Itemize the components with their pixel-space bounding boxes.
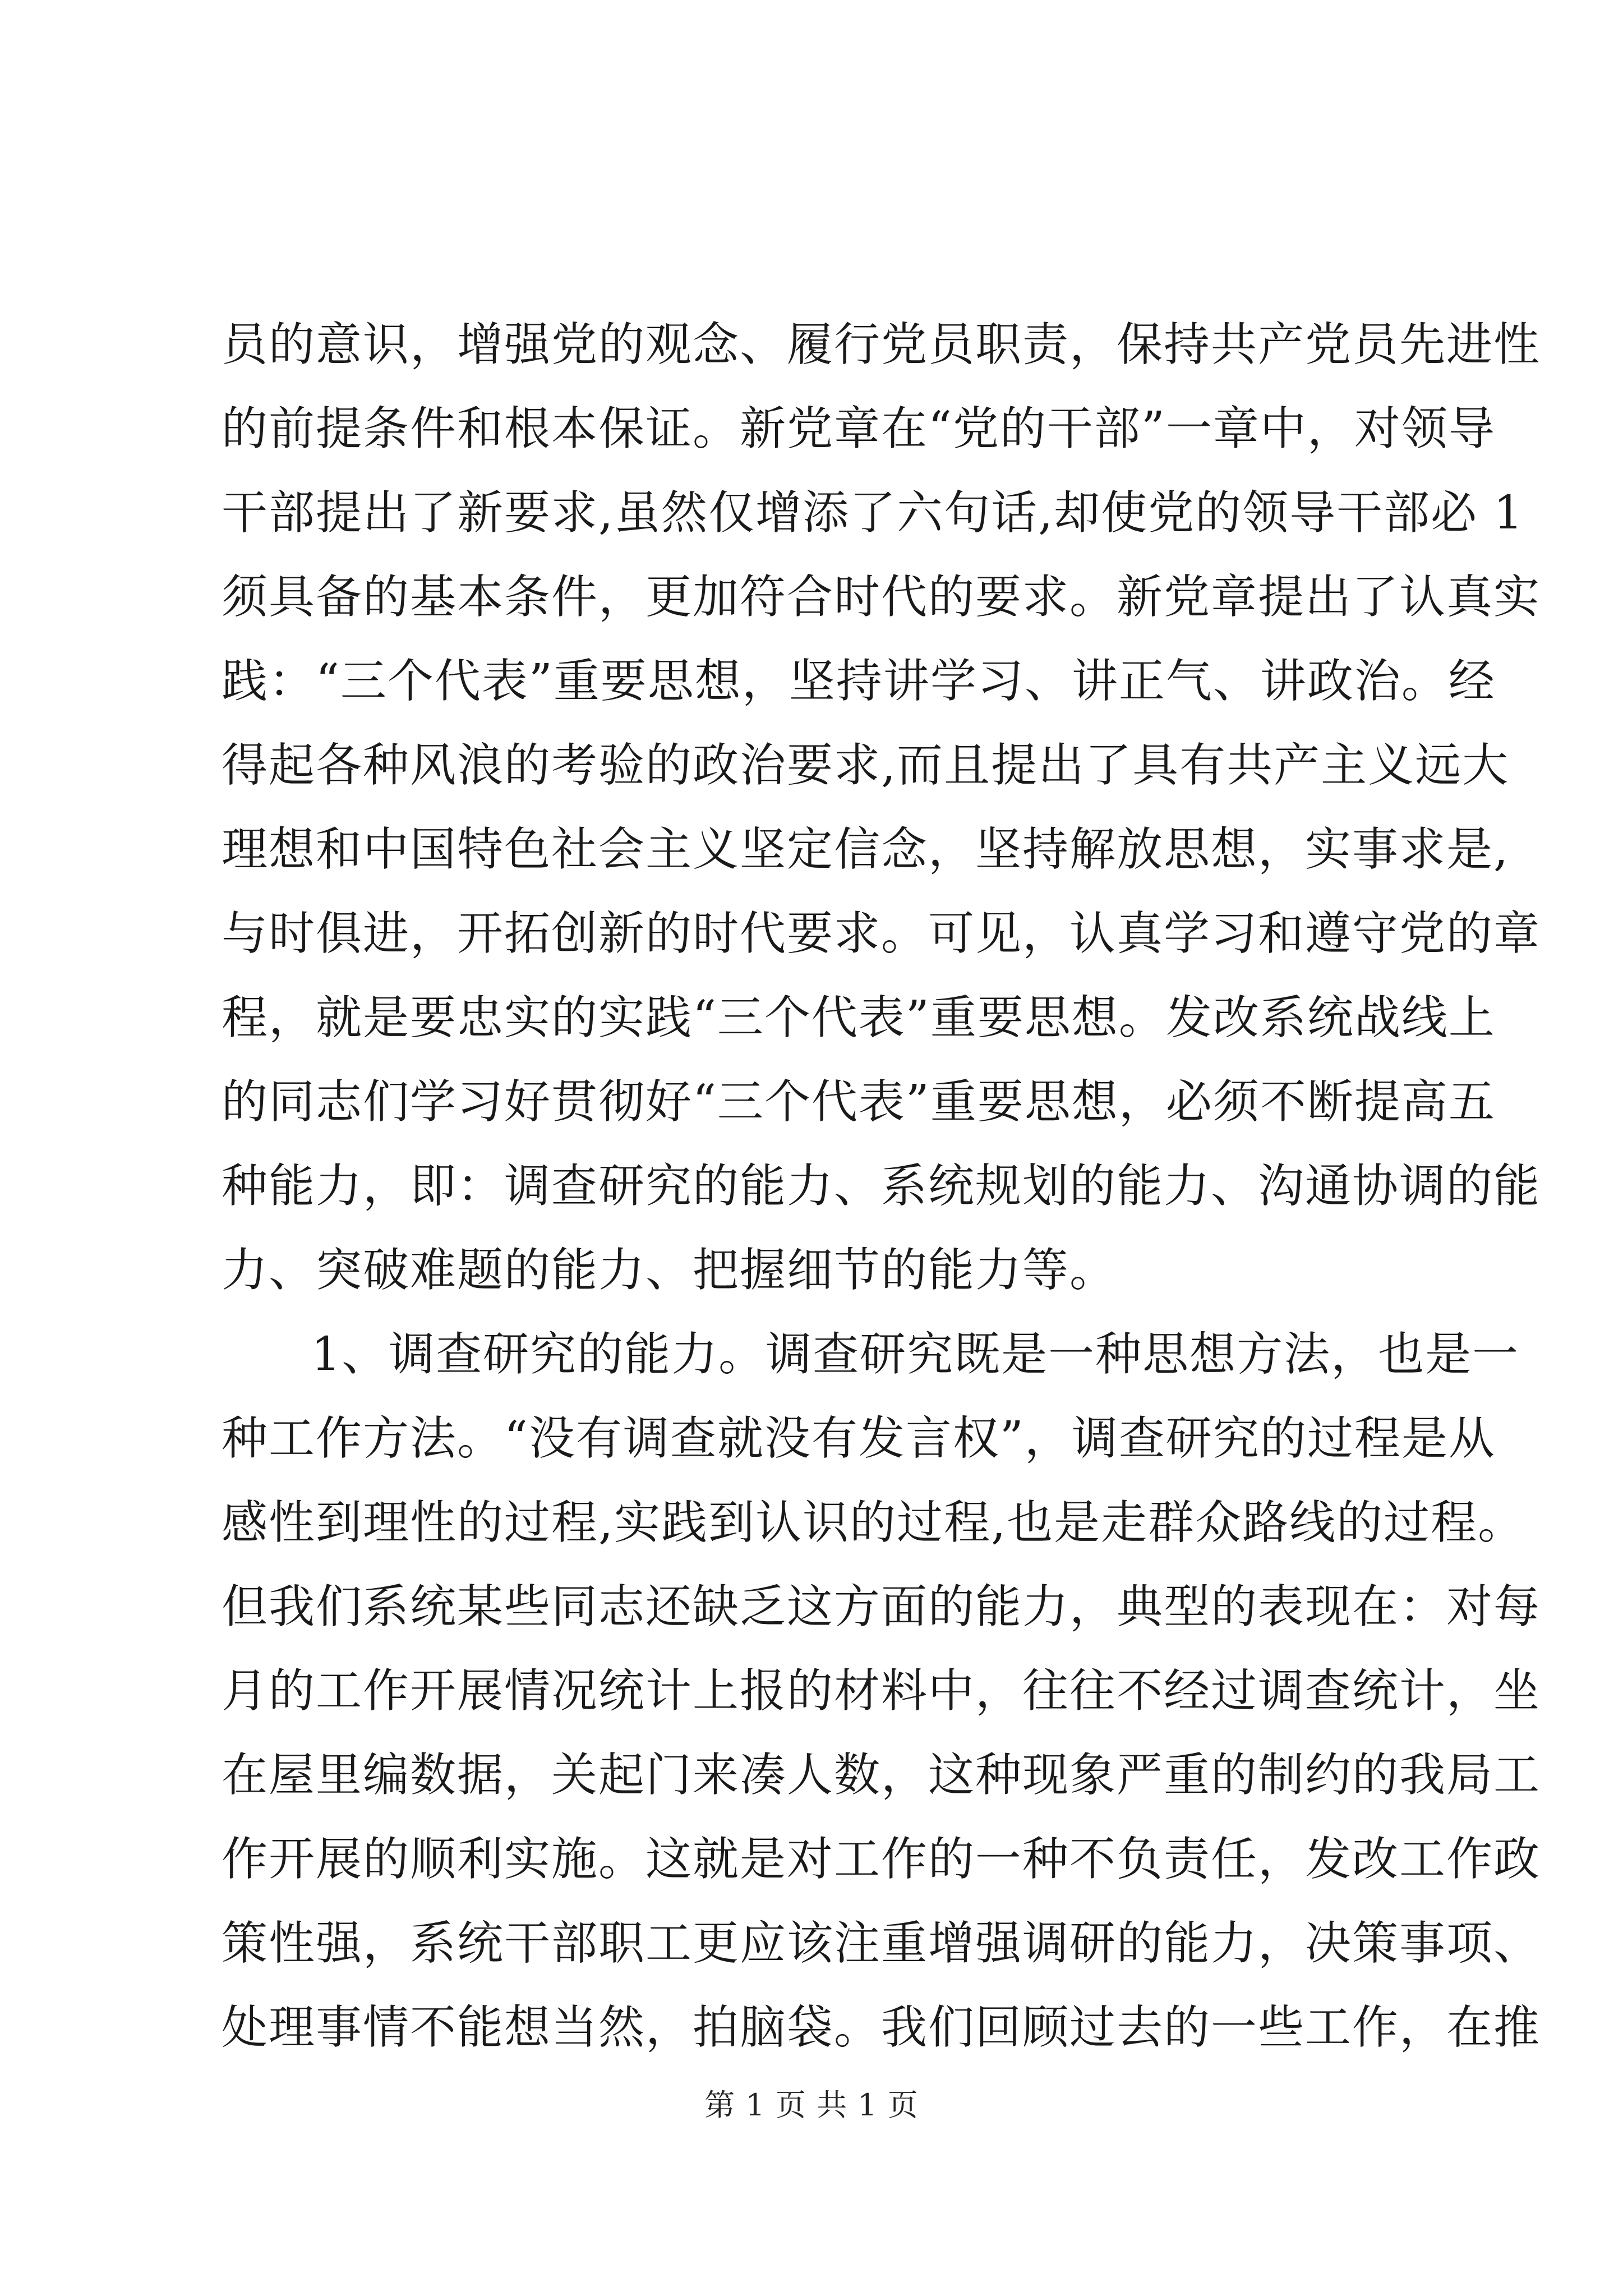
text-line: 与时俱进，开拓创新的时代要求。可见，认真学习和遵守党的章	[222, 907, 1541, 960]
page-footer	[0, 2086, 1623, 2125]
text-line: 须具备的基本条件，更加符合时代的要求。新党章提出了认真实	[222, 570, 1541, 624]
text-line: 在屋里编数据，关起门来凑人数，这种现象严重的制约的我局工	[222, 1749, 1541, 1802]
text-line: 力、突破难题的能力、把握细节的能力等。	[222, 1244, 1117, 1297]
page-number-label: 第 1 页 共 1 页	[704, 2087, 919, 2123]
text-line: 员的意识，增强党的观念、履行党员职责，保持共产党员先进性	[222, 318, 1541, 371]
text-line: 策性强，系统干部职工更应该注重增强调研的能力，决策事项、	[222, 1917, 1541, 1970]
text-line: 的同志们学习好贯彻好“三个代表”重要思想，必须不断提高五	[222, 1075, 1496, 1129]
text-line: 但我们系统某些同志还缺乏这方面的能力，典型的表现在：对每	[222, 1580, 1541, 1634]
text-line: 月的工作开展情况统计上报的材料中，往往不经过调查统计，坐	[222, 1664, 1541, 1718]
text-line: 作开展的顺利实施。这就是对工作的一种不负责任，发改工作政	[222, 1833, 1541, 1886]
text-line: 种能力，即：调查研究的能力、系统规划的能力、沟通协调的能	[222, 1159, 1541, 1213]
text-line: 践：“三个代表”重要思想，坚持讲学习、讲正气、讲政治。经	[222, 655, 1496, 708]
document-body	[222, 303, 1541, 2070]
text-line: 程，就是要忠实的实践“三个代表”重要思想。发改系统战线上	[222, 991, 1496, 1045]
text-line: 理想和中国特色社会主义坚定信念，坚持解放思想，实事求是,	[222, 823, 1510, 876]
text-line: 感性到理性的过程,实践到认识的过程,也是走群众路线的过程。	[222, 1496, 1525, 1549]
text-line: 处理事情不能想当然，拍脑袋。我们回顾过去的一些工作，在推	[222, 2001, 1541, 2054]
text-line: 的前提条件和根本保证。新党章在“党的干部”一章中，对领导	[222, 402, 1496, 455]
text-line: 干部提出了新要求,虽然仅增添了六句话,却使党的领导干部必 1	[222, 486, 1524, 540]
text-line: 种工作方法。“没有调查就没有发言权”，调查研究的过程是从	[222, 1412, 1496, 1465]
paragraph-start-line: 1、调查研究的能力。调查研究既是一种思想方法，也是一	[311, 1328, 1520, 1381]
text-line: 得起各种风浪的考验的政治要求,而且提出了具有共产主义远大	[222, 739, 1510, 792]
